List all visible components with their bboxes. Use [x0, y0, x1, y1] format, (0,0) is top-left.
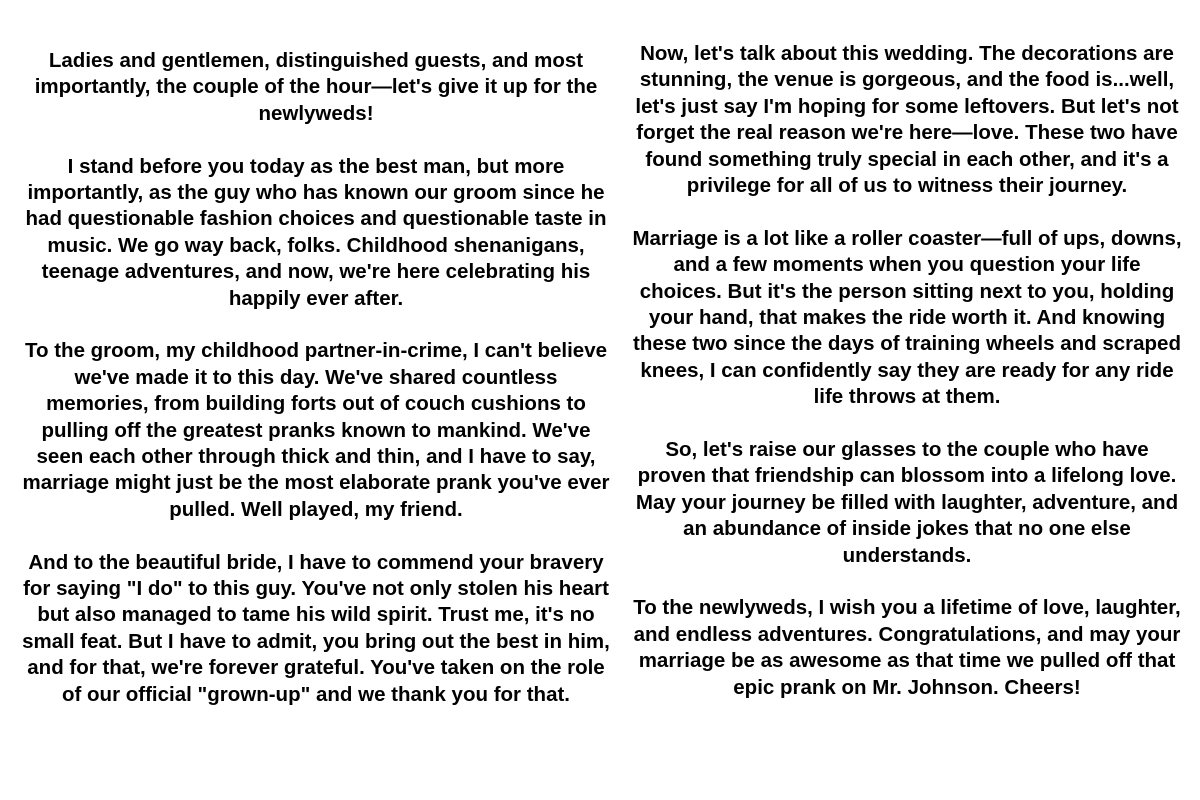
speech-paragraph-toast: So, let's raise our glasses to the couple who have proven that friendship can blossom into a lifelong love. May your journey be filled with laughter, adventure, and an abundance of inside jokes that no one else understands.: [635, 438, 1179, 567]
speech-paragraph-opening: Ladies and gentlemen, distinguished guests, and most importantly, the couple of the hour—let's give it up for the newlyweds!: [34, 49, 598, 125]
speech-paragraph-wedding: Now, let's talk about this wedding. The decorations are stunning, the venue is gorgeous, and the food is...well, let's just say I'm hoping for some leftovers. But let's not forget the real reason we're here—love. These two have found something truly special in each other, and it's a privilege for all of us to witness their journey.: [635, 42, 1179, 198]
speech-paragraph-bride: And to the beautiful bride, I have to commend your bravery for saying "I do" to this guy. You've not only stolen his heart but also managed to tame his wild spirit. Trust me, it's no small feat. But I have to admit, you bring out the best in him, and for that, we're forever grateful. You've taken on the role of our official "grown-up" and we thank you for that.: [22, 550, 610, 706]
speech-paragraph-best-man: I stand before you today as the best man, but more importantly, as the guy who has known our groom since he had questionable fashion choices and questionable taste in music. We go way back, folks. Childhood shenanigans, teenage adventures, and now, we're here celebrating his happily ever after.: [25, 154, 607, 310]
speech-left-column: [22, 0, 610, 735]
speech-right-column: [632, 0, 1182, 728]
speech-paragraph-groom: To the groom, my childhood partner-in-crime, I can't believe we've made it to this day. We've shared countless memories, from building forts out of couch cushions to pulling off the greatest pranks known to mankind. We've seen each other through thick and thin, and I have to say, marriage might just be the most elaborate prank you've ever pulled. Well played, my friend.: [22, 339, 610, 521]
speech-paragraph-marriage: Marriage is a lot like a roller coaster—full of ups, downs, and a few moments when you question your life choices. But it's the person sitting next to you, holding your hand, that makes the ride worth it. And knowing these two since the days of training wheels and scraped knees, I can confidently say they are ready for any ride life throws at them.: [632, 226, 1182, 409]
speech-paragraph-closing: To the newlyweds, I wish you a lifetime of love, laughter, and endless adventures. Congratulations, and may your marriage be as awesome as that time we pulled off that epic prank on Mr. Johnson. Cheers!: [633, 596, 1181, 699]
